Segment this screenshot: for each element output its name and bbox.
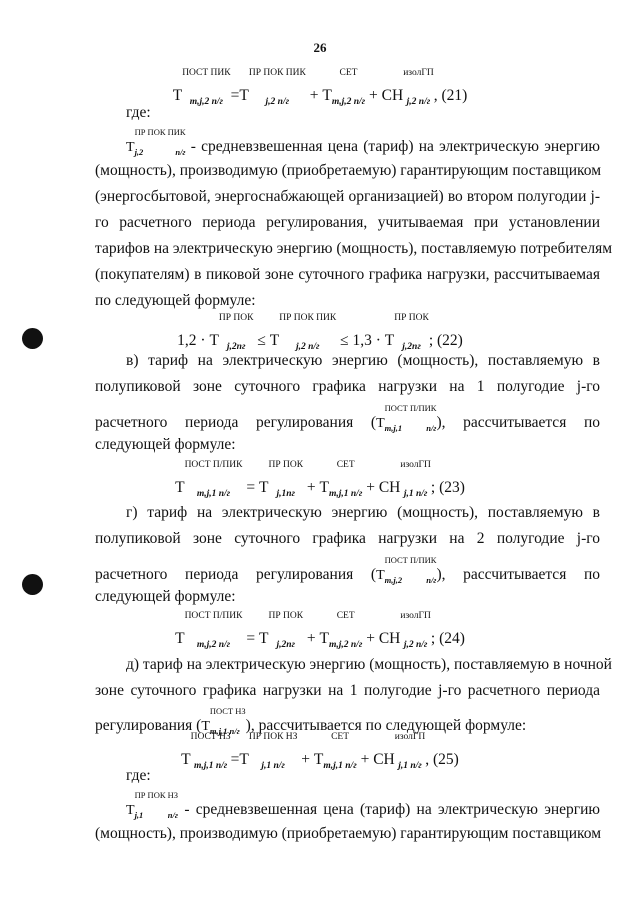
para-1-line-2: (мощность), производимую (приобретаемую) гарантирующим поставщиком [95,162,602,179]
para-1-line-5: тарифов на электрическую энергию (мощность), поставляемую потребителям [95,240,613,257]
para-d-line-3: регулирования ($Т^{ПОСТ НЗ}$ $_{m,j,1 п/г}$ ), рассчитывается по следующей формуле: [95,706,527,736]
para-g-line-2: полупиковой зоне суточного графика нагрузки на 2 полугодие j-го [95,530,600,547]
para-g-line-4: следующей формуле: [95,588,236,605]
page-number: 26 [313,40,327,55]
para-g-line-1: г) тариф на электрическую энергию (мощность), поставляемую в [126,504,600,521]
para-b-line-4: следующей формуле: [95,436,236,453]
where-label-1: где: [126,104,151,121]
para-1-symbol: $Т^{ПР ПОК ПИК}$ $_{j,2 п/г}$ [126,127,186,157]
para-1-line-1: $Т^{ПР ПОК ПИК}$ $_{j,2 п/г}$ - средневзвешенная цена (тариф) на электрическую энергию [126,127,601,157]
binder-hole-1 [22,328,43,349]
para-1-line-6: (покупателям) в пиковой зоне суточного графика нагрузки, рассчитываемая [95,266,600,283]
where-label-2: где: [126,767,151,784]
para-2-symbol: $Т^{ПР ПОК НЗ}$ $_{j,1 п/г}$ [126,790,179,820]
para-1-line-4: го расчетного периода регулирования, учитываемая при установлении [95,214,600,231]
para-2-line-1: $Т^{ПР ПОК НЗ}$ $_{j,1 п/г}$ - средневзвешенная цена (тариф) на электрическую энергию [126,790,601,820]
para-1-line-7: по следующей формуле: [95,292,256,309]
para-d-line-2: зоне суточного графика нагрузки на 1 полугодие j-го расчетного периода [95,682,600,699]
para-2-line-2: (мощность), производимую (приобретаемую) гарантирующим поставщиком [95,825,602,842]
formula-23: $Т^{ПОСТ П/ПИК}$ $_{m,j,1 п/г} = Т^{ПР ПОК}$ $_{j,1пг} + Т^{СЕТ}$ $_{m,j,1 п/г} + СН^{изолГП}$ $_{j,1 п/г}$ ; (23) [175,460,465,499]
formula-22: $1,2 \cdot Т^{ПР ПОК}$ $_{j,2пг} \le Т^{ПР ПОК ПИК}$ $_{j,2 п/г} \le 1,3 \cdot Т^{ПР ПОК}$ $_{j,2пг}$ ; (22) [177,313,463,352]
binder-hole-2 [22,574,43,595]
para-b-line-3: расчетного периода регулирования ($Т^{ПОСТ П/ПИК}$ $_{m,j,1 п/г}$), рассчитывается по [95,403,600,433]
para-g-symbol: $Т^{ПОСТ П/ПИК}$ $_{m,j,2 п/г}$ [376,555,437,585]
formula-24: $Т^{ПОСТ П/ПИК}$ $_{m,j,2 п/г} = Т^{ПР ПОК}$ $_{j,2пг} + Т^{СЕТ}$ $_{m,j,2 п/г} + СН^{изолГП}$ $_{j,2 п/г}$ ; (24) [175,611,465,650]
para-1-line-3: (энергосбытовой, энергоснабжающей организацией) во втором полугодии j- [95,188,600,205]
para-d-line-1: д) тариф на электрическую энергию (мощность), поставляемую в ночной [126,656,612,673]
para-d-symbol: $Т^{ПОСТ НЗ}$ $_{m,j,1 п/г}$ [201,706,246,736]
para-b-symbol: $Т^{ПОСТ П/ПИК}$ $_{m,j,1 п/г}$ [376,403,437,433]
para-g-line-3: расчетного периода регулирования ($Т^{ПОСТ П/ПИК}$ $_{m,j,2 п/г}$), рассчитывается по [95,555,600,585]
formula-25: $Т^{ПОСТ НЗ}$ $_{m,j,1 п/г} =Т^{ПР ПОК НЗ}$ $_{j,1 п/г} + Т^{СЕТ}$ $_{m,j,1 п/г} + СН^{изолГП}$ $_{j,1 п/г}$ , (25) [181,732,459,771]
para-b-line-2: полупиковой зоне суточного графика нагрузки на 1 полугодие j-го [95,378,600,395]
formula-21: $Т^{ПОСТ ПИК}$ $_{m,j,2 п/г} =Т^{ПР ПОК ПИК}$ $_{j,2 п/г} + Т^{СЕТ}$ $_{m,j,2 п/г} + СН^{изолГП}$ $_{j,2 п/г}$ , (21) [172,68,468,107]
para-b-line-1: в) тариф на электрическую энергию (мощность), поставляемую в [126,352,600,369]
